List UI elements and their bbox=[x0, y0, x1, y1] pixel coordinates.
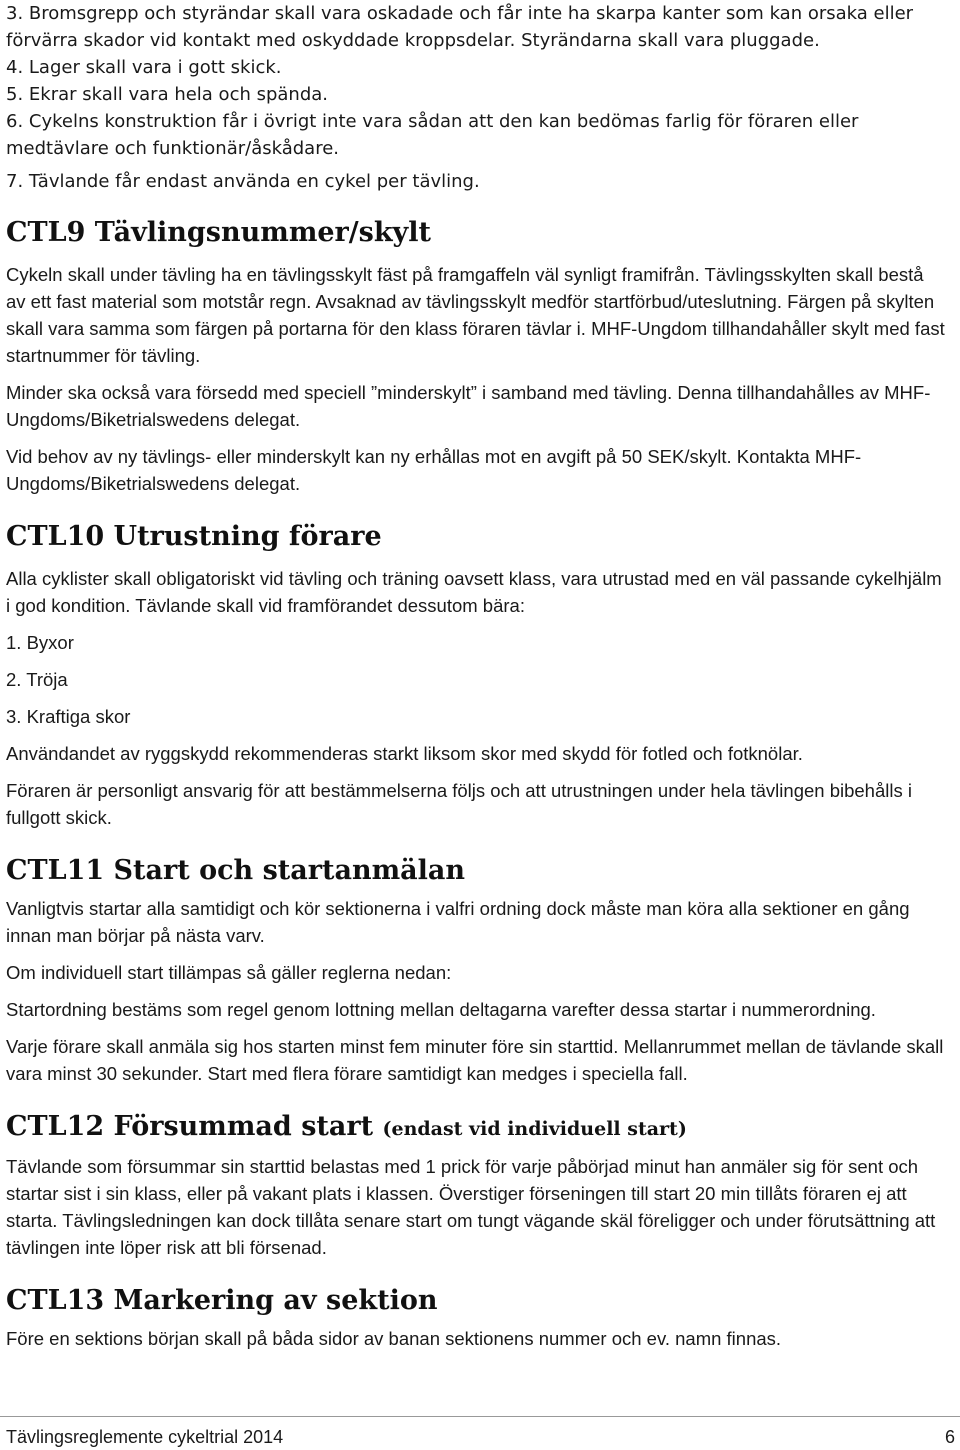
section-paragraph: Cykeln skall under tävling ha en tävlingsskylt fäst på framgaffeln väl synligt framifrån. Tävlingsskylten skall bestå av ett fast material som motstår regn. Avsaknad av tävlingsskylt medför startförbud/uteslutning. Färgen på skylten skall vara samma som färgen på portarna för den klass föraren tävlar i. MHF-Ungdom tillhandahåller skylt med fast startnummer för tävling. bbox=[6, 264, 945, 366]
intro-item: 4. Lager skall vara i gott skick. bbox=[6, 57, 282, 78]
section-paragraph: Vanligtvis startar alla samtidigt och kör sektionerna i valfri ordning dock måste man köra alla sektioner en gång innan man börjar på nästa varv. bbox=[6, 898, 910, 946]
section-paragraph: Vid behov av ny tävlings- eller minderskylt kan ny erhållas mot en avgift på 50 SEK/skylt. Kontakta MHF-Ungdoms/Biketrialswedens delegat. bbox=[6, 446, 862, 494]
list-item: 2. Tröja bbox=[6, 669, 68, 690]
section-heading: CTL11 Start och startanmälan bbox=[6, 855, 466, 886]
section-paragraph: Om individuell start tillämpas så gäller reglerna nedan: bbox=[6, 962, 452, 983]
section-ctl12 bbox=[6, 1111, 946, 1261]
section-heading: CTL12 Försummad start (endast vid individuell start) bbox=[6, 1111, 687, 1142]
section-heading: CTL9 Tävlingsnummer/skylt bbox=[6, 217, 431, 248]
section-paragraph: Minder ska också vara försedd med speciell ”minderskylt” i samband med tävling. Denna tillhandahålles av MHF-Ungdoms/Biketrialswedens delegat. bbox=[6, 382, 931, 430]
section-paragraph: Alla cyklister skall obligatoriskt vid tävling och träning oavsett klass, vara utrustad med en väl passande cykelhjälm i god kondition. Tävlande skall vid framförandet dessutom bära: bbox=[6, 568, 942, 616]
page-number: 6 bbox=[944, 1427, 955, 1447]
section-paragraph: Tävlande som försummar sin starttid belastas med 1 prick för varje påbörjad minut han anmäler sig för sent och startar sist i sin klass, eller på vakant plats i klassen. Överstiger förseningen till start 20 min tillåts föraren ej att starta. Tävlingsledningen kan dock tillåta senare start om tungt vägande skäl föreligger och under förutsättning att tävlingen inte löper risk att bli försenad. bbox=[6, 1156, 936, 1258]
section-paragraph: Användandet av ryggskydd rekommenderas starkt liksom skor med skydd för fotled och fotknölar. bbox=[6, 743, 803, 764]
intro-item: 7. Tävlande får endast använda en cykel per tävling. bbox=[6, 171, 480, 192]
section-ctl11 bbox=[6, 855, 946, 1087]
section-ctl10 bbox=[6, 521, 946, 831]
intro-item: 3. Bromsgrepp och styrändar skall vara oskadade och får inte ha skarpa kanter som kan orsaka eller förvärra skador vid kontakt med oskyddade kroppsdelar. Styrändarna skall vara pluggade. bbox=[6, 3, 914, 51]
list-item: 3. Kraftiga skor bbox=[6, 706, 131, 727]
section-subtitle: (endast vid individuell start) bbox=[382, 1118, 687, 1140]
page-footer bbox=[0, 1416, 960, 1447]
list-item: 1. Byxor bbox=[6, 632, 74, 653]
footer-title: Tävlingsreglemente cykeltrial 2014 bbox=[6, 1427, 284, 1447]
section-heading: CTL13 Markering av sektion bbox=[6, 1285, 438, 1316]
section-paragraph: Föraren är personligt ansvarig för att bestämmelserna följs och att utrustningen under hela tävlingen bibehålls i fullgott skick. bbox=[6, 780, 912, 828]
document-page bbox=[6, 0, 946, 1352]
section-ctl13 bbox=[6, 1285, 946, 1352]
section-paragraph: Varje förare skall anmäla sig hos starten minst fem minuter före sin starttid. Mellanrummet mellan de tävlande skall vara minst 30 sekunder. Start med flera förare samtidigt kan medges i speciella fall. bbox=[6, 1036, 944, 1084]
intro-item: 6. Cykelns konstruktion får i övrigt inte vara sådan att den kan bedömas farlig för föraren eller medtävlare och funktionär/åskådare. bbox=[6, 111, 859, 159]
intro-list bbox=[6, 0, 946, 195]
section-heading: CTL10 Utrustning förare bbox=[6, 521, 382, 552]
section-paragraph: Före en sektions början skall på båda sidor av banan sektionens nummer och ev. namn finnas. bbox=[6, 1328, 782, 1349]
section-paragraph: Startordning bestäms som regel genom lottning mellan deltagarna varefter dessa startar i nummerordning. bbox=[6, 999, 876, 1020]
intro-item: 5. Ekrar skall vara hela och spända. bbox=[6, 84, 329, 105]
section-ctl9 bbox=[6, 217, 946, 497]
